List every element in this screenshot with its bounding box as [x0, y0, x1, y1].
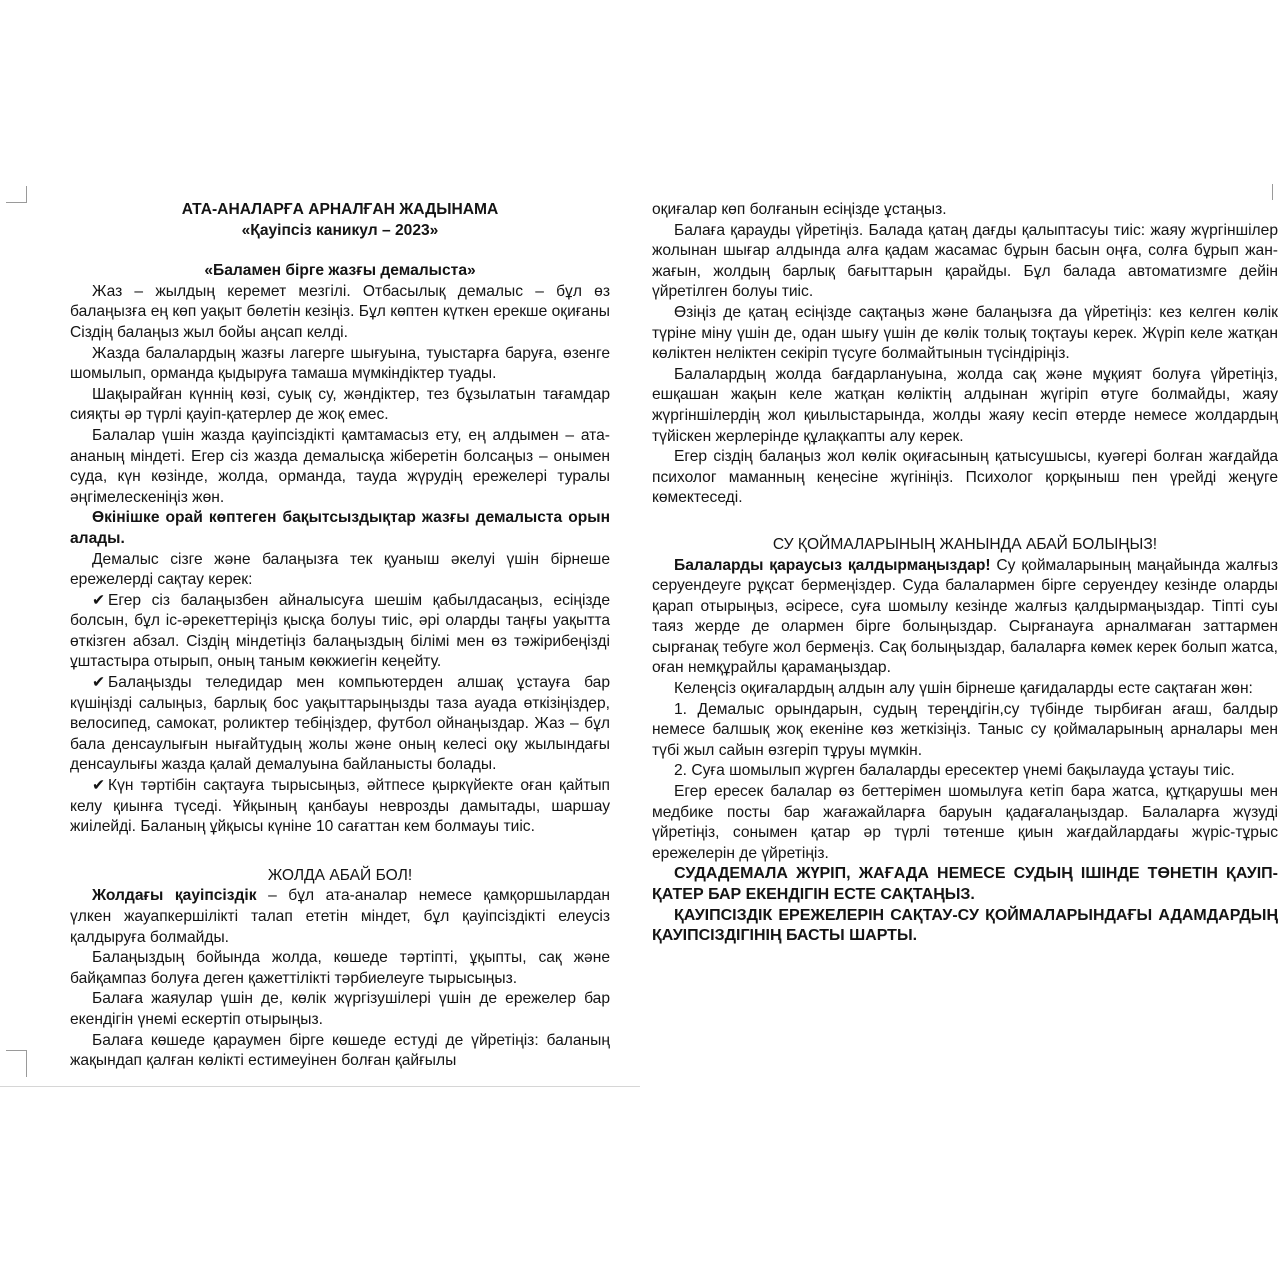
paragraph: Балаға жаяулар үшін де, көлік жүргізушілері үшін де ережелер бар екендігін үнемі ескертіп отырыңыз. [70, 990, 610, 1028]
section-heading-water: СУ ҚОЙМАЛАРЫНЫҢ ЖАНЫНДА АБАЙ БОЛЫҢЫЗ! [772, 535, 1158, 553]
paragraph: Жазда балалардың жазғы лагерге шығуына, туыстарға баруға, өзенге шомылып, орманда қыдыруға тамаша мүмкіндіктер туады. [70, 344, 610, 383]
section-heading-summer: «Баламен бірге жазғы демалыста» [204, 262, 476, 280]
warning-paragraph: ҚАУІПСІЗДІК ЕРЕЖЕЛЕРІН САҚТАУ-СУ ҚОЙМАЛАРЫНДАҒЫ АДАМДАРДЫҢ ҚАУІПСІЗДІГІНІҢ БАСТЫ ШАРТЫ. [652, 906, 1278, 945]
checkmark-icon: ✔ [92, 777, 106, 795]
document-title-line2: «Қауіпсіз каникул – 2023» [241, 221, 439, 239]
paragraph-bold: Өкінішке орай көптеген бақытсыздықтар жазғы демалыста орын алады. [70, 509, 610, 547]
paragraph: Шақырайған күннің көзі, суық су, жәндіктер, тез бұзылатын тағамдар сияқты әр түрлі қауіп-қатерлер де жоқ емес. [70, 385, 610, 424]
checklist-item [70, 776, 610, 838]
paragraph: оқиғалар көп болғанын есіңізде ұстаңыз. [652, 201, 947, 218]
left-column [70, 200, 610, 1072]
paragraph: Балаңыздың бойында жолда, көшеде тәртіпті, ұқыпты, сақ және байқампаз болуға деген қажеттілікті тәрбиелеуге тырысыңыз. [70, 949, 610, 987]
paragraph: Өзіңіз де қатаң есіңізде сақтаңыз және балаңызға да үйретіңіз: кез келген көлік түріне міну үшін де, одан шығу үшін де көлік толық тоқтауы керек. Жүріп келе жатқан көліктен неліктен секіріп түсуге болмайтынын түсіндіріңіз. [652, 303, 1278, 363]
paragraph: Келеңсіз оқиғалардың алдын алу үшін бірнеше қағидаларды есте сақтаған жөн: [674, 680, 1253, 698]
page-edge-line [0, 1086, 640, 1087]
paragraph [652, 556, 1278, 680]
paragraph: Балаға көшеде қараумен бірге көшеде естуді де үйретіңіз: баланың жақындап қалған көлікті естимеуінен болған қайғылы [70, 1031, 610, 1070]
paragraph: 1. Демалыс орындарын, судың тереңдігін,су түбінде тырбиған ағаш, балдыр немесе балшық жоқ екеніне көз жеткізіңіз. Таныс су қоймаларының арналары мен түбі жыл сайын өзгеріп тұруы мүмкін. [652, 700, 1278, 759]
checklist-item [70, 591, 610, 673]
checkmark-icon: ✔ [92, 591, 106, 609]
paragraph: Демалыс сізге және балаңызға тек қуаныш әкелуі үшін бірнеше ережелерді сақтау керек: [70, 550, 610, 589]
checkmark-icon: ✔ [92, 674, 106, 692]
paragraph [70, 886, 610, 948]
checklist-item-text: Егер сіз балаңызбен айналысуға шешім қабылдасаңыз, есіңізде болсын, бұл іс-әрекеттеріңіз қысқа болуы тиіс, әрі оларды таңғы уақытта өткізген абзал. Сіздің міндетіңіз балаңыздың білімі мен өз тәжірибеңізді ұштастыра отырып, оның таным көкжиегін кеңейту. [70, 591, 610, 671]
section-heading-road: ЖОЛДА АБАЙ БОЛ! [267, 866, 413, 884]
crop-mark-top-left [6, 186, 27, 203]
paragraph-rest: – бұл ата-аналар немесе қамқоршылардан үлкен жауапкершілікті талап ететін міндет, бұл қауіпсіздікті елеусіз қалдыруға болмайды. [70, 887, 610, 946]
paragraph: Жаз – жылдың керемет мезгілі. Отбасылық демалыс – бұл өз балаңызға ең көп уақыт бөлетін кезіңіз. Бұл көптен күткен ерекше оқиғаны Сіздің балаңыз жыл бойы аңсап келді. [70, 282, 610, 341]
checklist-item-text: Балаңызды теледидар мен компьютерден алшақ ұстауға бар күшіңізді салыңыз, барлық бос уақыттарыңызды таза ауада өткізіңіздер, велосипед, самокат, роликтер тебіңіздер, футбол ойнаңыздар. Жаз – бұл бала денсаулығын нығайтудың жолы және оның келесі оқу жылындағы денсаулығы жазда қалай демалуына байланысты болады. [70, 674, 610, 774]
paragraph-rest: Су қоймаларының маңайында жалғыз серуендеуге рұқсат бермеңіздер. Суда балалармен бірге серуендеу кезінде оларды қарап отырыңыз, әсіресе, суға шомылу кезінде жалғыз қалдырмаңыздар. Тіпті суы таяз жерде де олармен бірге болыңыздар. Сырғанауға арналмаған заттармен сырғанақ тебуге жол бермеңіз. Сақ болыңыздар, балаларға көмек керек болып жатса, оған немқұрайлы қарамаңыздар. [652, 556, 1279, 677]
paragraph: Балалардың жолда бағдарлануына, жолда сақ және мұқият болуға үйретіңіз, ешқашан жақын келе жатқан көліктің алдынан жүгіріп өтуге болмайды, жаяу жүргіншілердің жол қиылыстарында, жолды жаяу кесіп өтерде немесе жолдардың түйіскен жерлерінде құлақкапты алу керек. [652, 365, 1278, 445]
right-column [652, 200, 1278, 947]
checklist-item-text: Күн тәртібін сақтауға тырысыңыз, әйтпесе қыркүйекте оған қайтып келу қиынға түседі. Ұйқының қанбауы неврозды дамытады, шаршау жиілейді. Баланың ұйқысы күніне 10 сағаттан кем болмауы тиіс. [70, 777, 610, 836]
crop-mark-top-right [1272, 184, 1279, 200]
checklist-item [70, 673, 610, 776]
paragraph: Егер сіздің балаңыз жол көлік оқиғасының қатысушысы, куәгері болған жағдайда психолог маманның кеңесіне жүгініңіз. Психолог қорқыныш пен үрейді жеңуге көмектеседі. [652, 448, 1278, 507]
paragraph: Егер ересек балалар өз беттерімен шомылуға кетіп бара жатса, құтқарушы мен медбике посты бар жағажайларға баруын қадағалаңыздар. Балаларға жүзуді үйретіңіз, сонымен қатар әр түрлі төтенше қиын жағдайлардағы жүріс-тұрыс ережелерін де үйретіңіз. [652, 783, 1278, 862]
paragraph: Балаға қарауды үйретіңіз. Балада қатаң дағды қалыптасуы тиіс: жаяу жүргіншілер жолынан шығар алдында алға қадам жасамас бұрын басын оңға, солға бұрып жан-жағын, жолдың барлық бағыттарын қарайды. Бұл балада автоматизмге дейін үйретілген болуы тиіс. [652, 221, 1278, 301]
crop-mark-bottom-left [6, 1050, 27, 1077]
paragraph-lead: Жолдағы қауіпсіздік [92, 887, 257, 905]
paragraph: 2. Суға шомылып жүрген балаларды ересектер үнемі бақылауда ұстауы тиіс. [674, 762, 1235, 780]
paragraph: Балалар үшін жазда қауіпсіздікті қамтамасыз ету, ең алдымен – ата-ананың міндеті. Егер сіз жазда демалысқа жіберетін болсаңыз – онымен суда, күн көзінде, жолда, орманда, тауда жүрудің ережелері туралы әңгімелескеніңіз жөн. [70, 426, 610, 506]
warning-paragraph: СУДАДЕМАЛА ЖҮРІП, ЖАҒАДА НЕМЕСЕ СУДЫҢ ІШІНДЕ ТӨНЕТІН ҚАУІП-ҚАТЕР БАР ЕКЕНДІГІН ЕСТЕ САҚТАҢЫЗ. [652, 865, 1278, 903]
paragraph-lead: Балаларды қараусыз қалдырмаңыздар! [674, 556, 991, 574]
document-title-line1: АТА-АНАЛАРҒА АРНАЛҒАН ЖАДЫНАМА [181, 201, 499, 218]
